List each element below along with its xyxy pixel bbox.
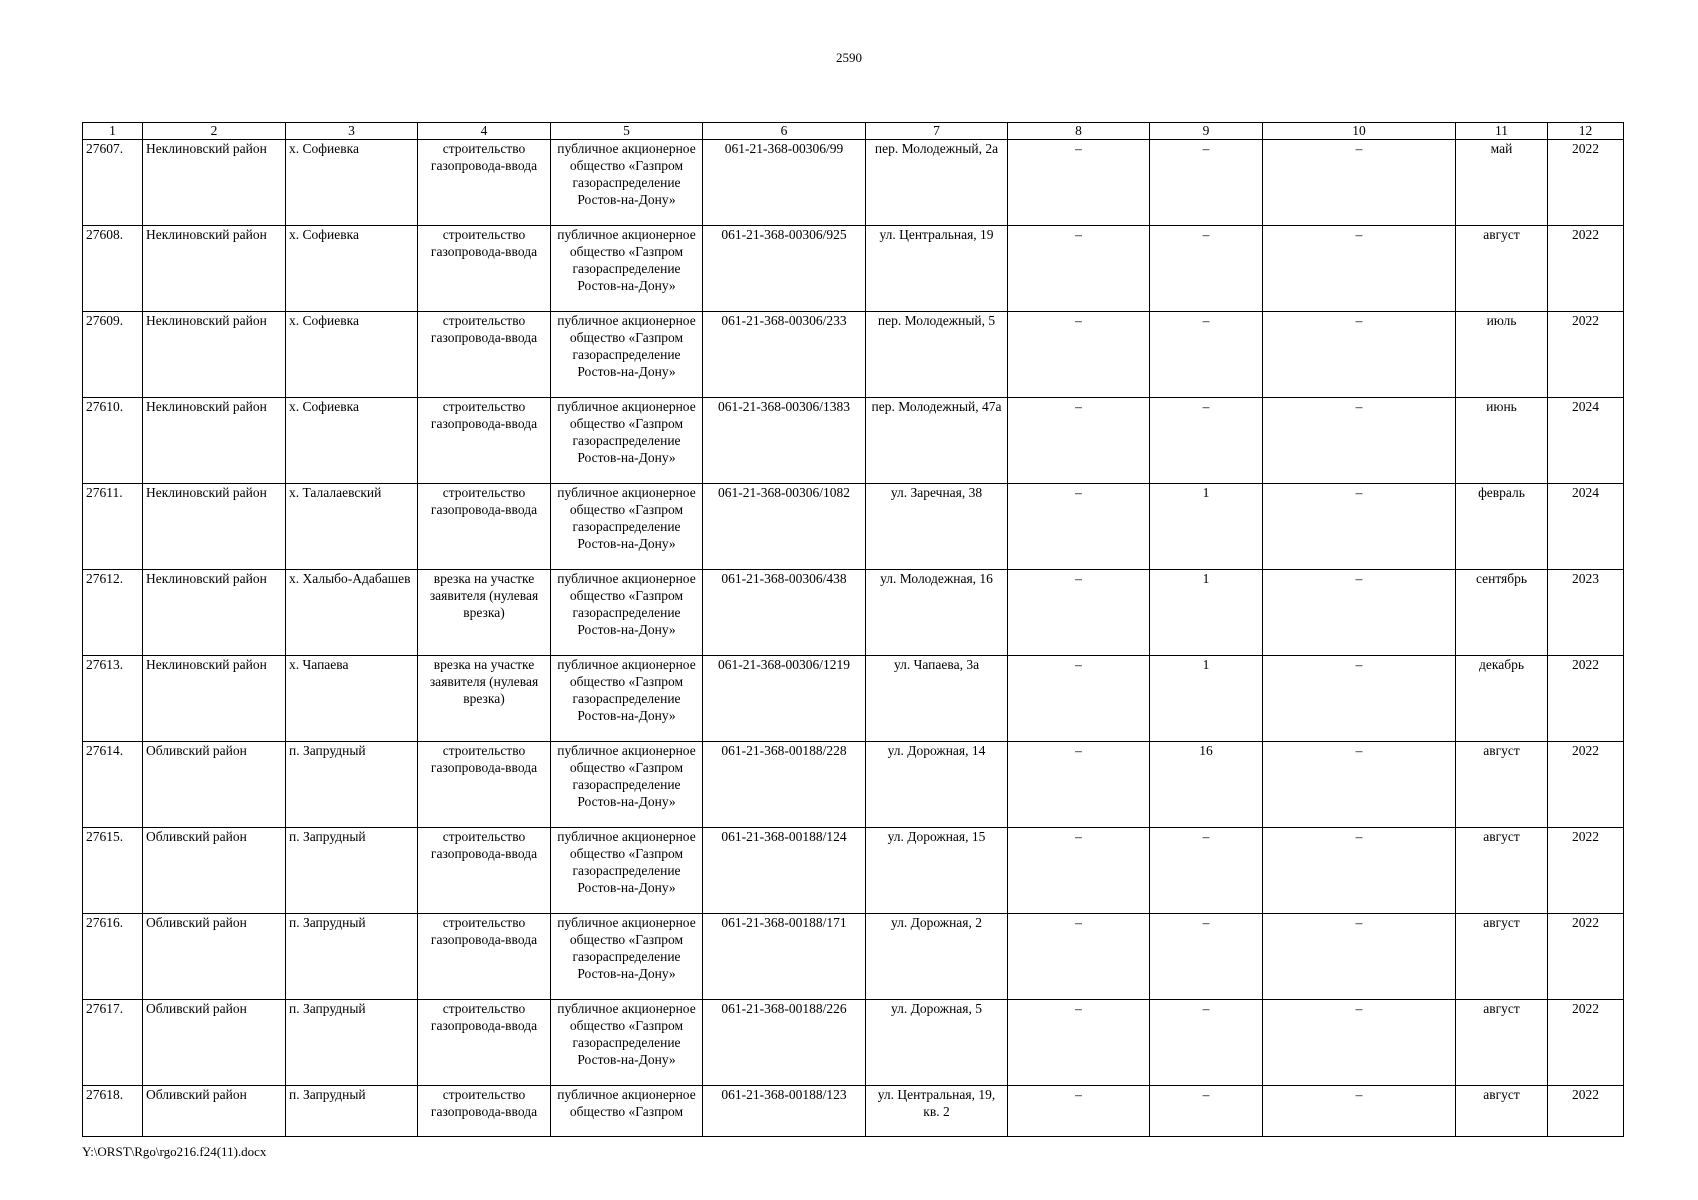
table-body: [83, 140, 1624, 1137]
cell-work-type: строительство газопровода-ввода: [418, 484, 551, 570]
cell-work-type: [418, 1086, 551, 1137]
cell-year: 2022: [1548, 312, 1624, 398]
cell-work-type: строительство газопровода-ввода: [418, 828, 551, 914]
cell-col-9-value: 16: [1150, 742, 1263, 828]
cell-application-number: 061-21-368-00188/226: [703, 1000, 866, 1086]
cell-col-9-value: –: [1150, 226, 1263, 312]
table-row: [83, 914, 1624, 1000]
table-row: [83, 570, 1624, 656]
cell-month: август: [1456, 828, 1548, 914]
cell-settlement: [286, 1086, 418, 1137]
cell-col-10-value: –: [1263, 312, 1456, 398]
cell-month: август: [1456, 742, 1548, 828]
cell-col-9-value: –: [1150, 398, 1263, 484]
cell-district: Обливский район: [143, 1000, 286, 1086]
cell-year: 2024: [1548, 484, 1624, 570]
cell-text: строительство газопровода-ввода: [430, 1087, 538, 1119]
cell-organization: публичное акционерное общество «Газпром газораспределение Ростов-на-Дону»: [551, 226, 703, 312]
cell-col-8-value: –: [1008, 226, 1150, 312]
cell-settlement: х. Софиевка: [286, 312, 418, 398]
cell-organization: публичное акционерное общество «Газпром газораспределение Ростов-на-Дону»: [551, 914, 703, 1000]
cell-col-10-value: –: [1263, 484, 1456, 570]
column-header-2: 2: [143, 123, 286, 140]
cell-settlement: п. Запрудный: [286, 1000, 418, 1086]
cell-district: Неклиновский район: [143, 312, 286, 398]
table-row: [83, 398, 1624, 484]
cell-organization: [551, 1086, 703, 1137]
cell-month: июль: [1456, 312, 1548, 398]
cell-year: 2022: [1548, 742, 1624, 828]
cell-address: пер. Молодежный, 5: [866, 312, 1008, 398]
cell-month: [1456, 1086, 1548, 1137]
registry-table: [82, 122, 1624, 1137]
cell-address: ул. Дорожная, 14: [866, 742, 1008, 828]
cell-address: пер. Молодежный, 47а: [866, 398, 1008, 484]
cell-district: Неклиновский район: [143, 656, 286, 742]
column-header-9: 9: [1150, 123, 1263, 140]
cell-col-9-value: –: [1150, 312, 1263, 398]
cell-work-type: строительство газопровода-ввода: [418, 914, 551, 1000]
cell-application-number: 061-21-368-00306/925: [703, 226, 866, 312]
cell-row-number: [83, 1086, 143, 1137]
cell-col-10-value: –: [1263, 226, 1456, 312]
table-row: [83, 484, 1624, 570]
column-header-6: 6: [703, 123, 866, 140]
column-header-10: 10: [1263, 123, 1456, 140]
cell-col-9-value: –: [1150, 140, 1263, 226]
cell-settlement: х. Софиевка: [286, 226, 418, 312]
cell-col-8-value: –: [1008, 1000, 1150, 1086]
cell-month: июнь: [1456, 398, 1548, 484]
cell-col-8-value: –: [1008, 398, 1150, 484]
cell-col-8-value: –: [1008, 570, 1150, 656]
cell-address: ул. Дорожная, 2: [866, 914, 1008, 1000]
cell-text: август: [1483, 1087, 1520, 1102]
cell-col-10-value: –: [1263, 656, 1456, 742]
table-row: [83, 226, 1624, 312]
cell-address: ул. Центральная, 19: [866, 226, 1008, 312]
cell-col-8-value: –: [1008, 914, 1150, 1000]
cell-application-number: 061-21-368-00188/171: [703, 914, 866, 1000]
cell-col-9-value: –: [1150, 914, 1263, 1000]
cell-district: Обливский район: [143, 914, 286, 1000]
cell-year: [1548, 1086, 1624, 1137]
cell-address: [866, 1086, 1008, 1137]
cell-year: 2023: [1548, 570, 1624, 656]
cell-row-number: 27614.: [83, 742, 143, 828]
column-header-3: 3: [286, 123, 418, 140]
cell-col-9-value: 1: [1150, 656, 1263, 742]
cell-organization: публичное акционерное общество «Газпром газораспределение Ростов-на-Дону»: [551, 312, 703, 398]
cell-row-number: 27610.: [83, 398, 143, 484]
cell-year: 2022: [1548, 828, 1624, 914]
cell-organization: публичное акционерное общество «Газпром газораспределение Ростов-на-Дону»: [551, 828, 703, 914]
cell-text: 2022: [1572, 1087, 1599, 1102]
cell-col-10-value: –: [1263, 742, 1456, 828]
cell-row-number: 27607.: [83, 140, 143, 226]
cell-row-number: 27617.: [83, 1000, 143, 1086]
cell-col-8-value: –: [1008, 828, 1150, 914]
cell-application-number: 061-21-368-00306/233: [703, 312, 866, 398]
cell-month: август: [1456, 226, 1548, 312]
cell-col-9-value: 1: [1150, 484, 1263, 570]
cell-work-type: врезка на участке заявителя (нулевая врезка): [418, 656, 551, 742]
cell-month: август: [1456, 914, 1548, 1000]
cell-work-type: строительство газопровода-ввода: [418, 398, 551, 484]
cell-organization: публичное акционерное общество «Газпром газораспределение Ростов-на-Дону»: [551, 398, 703, 484]
cell-organization: публичное акционерное общество «Газпром газораспределение Ростов-на-Дону»: [551, 1000, 703, 1086]
cell-address: ул. Дорожная, 5: [866, 1000, 1008, 1086]
cell-address: ул. Дорожная, 15: [866, 828, 1008, 914]
cell-col-9-value: –: [1150, 828, 1263, 914]
cell-address: ул. Заречная, 38: [866, 484, 1008, 570]
cell-col-9-value: [1150, 1086, 1263, 1137]
cell-col-10-value: –: [1263, 570, 1456, 656]
cell-text: Обливский район: [146, 1087, 247, 1102]
table-row: [83, 656, 1624, 742]
cell-district: Обливский район: [143, 828, 286, 914]
table-row: [83, 140, 1624, 226]
cell-col-8-value: –: [1008, 484, 1150, 570]
cell-application-number: 061-21-368-00188/228: [703, 742, 866, 828]
cell-text: 27618.: [86, 1087, 124, 1102]
cell-year: 2022: [1548, 1000, 1624, 1086]
cell-year: 2022: [1548, 140, 1624, 226]
cell-row-number: 27608.: [83, 226, 143, 312]
cell-month: май: [1456, 140, 1548, 226]
table-row: [83, 1086, 1624, 1137]
cell-address: ул. Молодежная, 16: [866, 570, 1008, 656]
cell-district: Неклиновский район: [143, 484, 286, 570]
cell-district: Неклиновский район: [143, 140, 286, 226]
cell-month: август: [1456, 1000, 1548, 1086]
cell-application-number: 061-21-368-00188/124: [703, 828, 866, 914]
column-number-row: [83, 123, 1624, 140]
cell-district: Неклиновский район: [143, 570, 286, 656]
cell-settlement: п. Запрудный: [286, 914, 418, 1000]
cell-text: –: [1202, 1087, 1210, 1102]
cell-organization: публичное акционерное общество «Газпром газораспределение Ростов-на-Дону»: [551, 570, 703, 656]
cell-col-10-value: –: [1263, 398, 1456, 484]
cell-text: публичное акционерное общество «Газпром: [557, 1087, 696, 1119]
cell-col-8-value: –: [1008, 656, 1150, 742]
cell-settlement: п. Запрудный: [286, 828, 418, 914]
table-row: [83, 1000, 1624, 1086]
cell-month: февраль: [1456, 484, 1548, 570]
cell-application-number: [703, 1086, 866, 1137]
cell-settlement: х. Софиевка: [286, 398, 418, 484]
cell-work-type: строительство газопровода-ввода: [418, 742, 551, 828]
cell-year: 2022: [1548, 914, 1624, 1000]
cell-settlement: х. Софиевка: [286, 140, 418, 226]
cell-col-8-value: –: [1008, 140, 1150, 226]
cell-col-8-value: –: [1008, 312, 1150, 398]
cell-col-8-value: [1008, 1086, 1150, 1137]
cell-organization: публичное акционерное общество «Газпром газораспределение Ростов-на-Дону»: [551, 656, 703, 742]
cell-settlement: х. Талалаевский: [286, 484, 418, 570]
table-row: [83, 742, 1624, 828]
cell-month: сентябрь: [1456, 570, 1548, 656]
cell-text: –: [1075, 1087, 1082, 1102]
cell-month: декабрь: [1456, 656, 1548, 742]
column-header-7: 7: [866, 123, 1008, 140]
cell-row-number: 27612.: [83, 570, 143, 656]
cell-organization: публичное акционерное общество «Газпром газораспределение Ростов-на-Дону»: [551, 484, 703, 570]
cell-district: [143, 1086, 286, 1137]
cell-col-10-value: [1263, 1086, 1456, 1137]
cell-row-number: 27615.: [83, 828, 143, 914]
cell-organization: публичное акционерное общество «Газпром газораспределение Ростов-на-Дону»: [551, 140, 703, 226]
cell-work-type: строительство газопровода-ввода: [418, 312, 551, 398]
cell-row-number: 27611.: [83, 484, 143, 570]
cell-col-10-value: –: [1263, 828, 1456, 914]
column-header-1: 1: [83, 123, 143, 140]
cell-application-number: 061-21-368-00306/438: [703, 570, 866, 656]
cell-text: 061-21-368-00188/123: [721, 1087, 847, 1102]
cell-application-number: 061-21-368-00306/1219: [703, 656, 866, 742]
column-header-11: 11: [1456, 123, 1548, 140]
cell-col-9-value: –: [1150, 1000, 1263, 1086]
cell-district: Неклиновский район: [143, 226, 286, 312]
column-header-5: 5: [551, 123, 703, 140]
cell-address: ул. Чапаева, 3а: [866, 656, 1008, 742]
cell-work-type: строительство газопровода-ввода: [418, 226, 551, 312]
cell-text: –: [1355, 1087, 1363, 1102]
cell-application-number: 061-21-368-00306/1082: [703, 484, 866, 570]
table-row: [83, 828, 1624, 914]
cell-col-10-value: –: [1263, 914, 1456, 1000]
cell-row-number: 27609.: [83, 312, 143, 398]
cell-year: 2022: [1548, 656, 1624, 742]
cell-year: 2022: [1548, 226, 1624, 312]
cell-application-number: 061-21-368-00306/1383: [703, 398, 866, 484]
column-header-4: 4: [418, 123, 551, 140]
footer-file-path: Y:\ORST\Rgo\rgo216.f24(11).docx: [82, 1144, 267, 1159]
cell-row-number: 27613.: [83, 656, 143, 742]
column-header-8: 8: [1008, 123, 1150, 140]
cell-district: Обливский район: [143, 742, 286, 828]
cell-settlement: х. Халыбо-Адабашев: [286, 570, 418, 656]
column-header-12: 12: [1548, 123, 1624, 140]
cell-row-number: 27616.: [83, 914, 143, 1000]
cell-settlement: п. Запрудный: [286, 742, 418, 828]
page-number: 2590: [836, 50, 862, 65]
cell-settlement: х. Чапаева: [286, 656, 418, 742]
cell-col-8-value: –: [1008, 742, 1150, 828]
cell-application-number: 061-21-368-00306/99: [703, 140, 866, 226]
cell-work-type: строительство газопровода-ввода: [418, 1000, 551, 1086]
cell-work-type: врезка на участке заявителя (нулевая врезка): [418, 570, 551, 656]
cell-col-10-value: –: [1263, 140, 1456, 226]
cell-text: п. Запрудный: [289, 1087, 366, 1102]
cell-year: 2024: [1548, 398, 1624, 484]
cell-organization: публичное акционерное общество «Газпром газораспределение Ростов-на-Дону»: [551, 742, 703, 828]
cell-address: пер. Молодежный, 2а: [866, 140, 1008, 226]
cell-text: ул. Центральная, 19, кв. 2: [877, 1087, 996, 1119]
cell-col-10-value: –: [1263, 1000, 1456, 1086]
table-row: [83, 312, 1624, 398]
cell-district: Неклиновский район: [143, 398, 286, 484]
cell-work-type: строительство газопровода-ввода: [418, 140, 551, 226]
cell-col-9-value: 1: [1150, 570, 1263, 656]
